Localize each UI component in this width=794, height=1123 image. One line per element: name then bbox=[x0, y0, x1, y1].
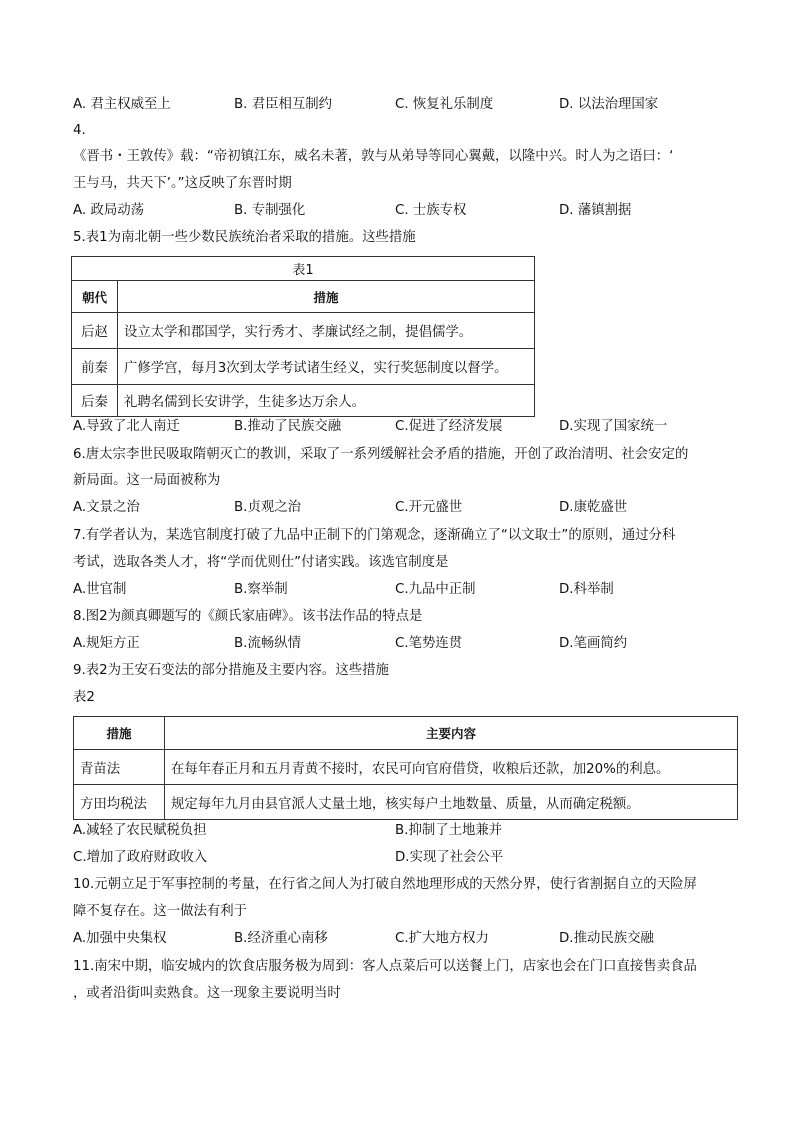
q7-option-c: C.九品中正制 bbox=[395, 582, 476, 597]
table-row bbox=[72, 349, 535, 385]
q3-options bbox=[73, 96, 733, 114]
q7-option-a: A.世官制 bbox=[73, 582, 127, 597]
q10-option-b: B.经济重心南移 bbox=[234, 931, 328, 946]
q5-option-a: A.导致了北人南迁 bbox=[73, 419, 180, 434]
q4-option-c: C. 士族专权 bbox=[395, 203, 467, 218]
q8-option-c: C.笔势连贯 bbox=[395, 636, 463, 651]
q4-number: 4. bbox=[73, 123, 86, 138]
q5-option-b: B.推动了民族交融 bbox=[234, 419, 342, 434]
q6-option-d: D.康乾盛世 bbox=[559, 500, 628, 515]
q3-option-c: C. 恢复礼乐制度 bbox=[395, 97, 494, 112]
q8-option-d: D.笔画简约 bbox=[559, 636, 628, 651]
q9-option-b: B.抑制了土地兼并 bbox=[395, 823, 503, 838]
q4-stem-line-1: 《晋书・王敦传》载：“帝初镇江东，威名未著，敦与从弟导等同心翼戴，以隆中兴。时人为之语曰：‘ bbox=[73, 149, 674, 164]
table-1-cell-dynasty: 前秦 bbox=[72, 349, 118, 385]
q3-option-a: A. 君主权威至上 bbox=[73, 97, 171, 112]
q4-options bbox=[73, 202, 733, 220]
table-row bbox=[74, 750, 738, 785]
q5-option-d: D.实现了国家统一 bbox=[559, 419, 668, 434]
q10-option-d: D.推动民族交融 bbox=[559, 931, 654, 946]
table-2-cell-measure: 方田均税法 bbox=[74, 785, 165, 820]
q7-option-d: D.科举制 bbox=[559, 582, 614, 597]
q6-stem-line-2: 新局面。这一局面被称为 bbox=[73, 473, 221, 488]
q7-stem-line-1: 7.有学者认为，某选官制度打破了九品中正制下的门第观念，逐渐确立了“以文取士”的原则，通过分科 bbox=[73, 528, 676, 543]
table-2-cell-content: 在每年春正月和五月青黄不接时，农民可向官府借贷，收粮后还款，加20%的利息。 bbox=[165, 750, 738, 785]
table-2 bbox=[73, 716, 738, 820]
q10-stem-line-2: 障不复存在。这一做法有利于 bbox=[73, 904, 248, 919]
table-2-cell-measure: 青苗法 bbox=[74, 750, 165, 785]
q7-stem-line-2: 考试，选取各类人才，将“学而优则仕”付诸实践。该选官制度是 bbox=[73, 555, 449, 570]
q8-option-a: A.规矩方正 bbox=[73, 636, 140, 651]
q5-stem: 5.表1为南北朝一些少数民族统治者采取的措施。这些措施 bbox=[73, 230, 416, 245]
table-1-cell-measure: 设立太学和郡国学，实行秀才、孝廉试经之制，提倡儒学。 bbox=[118, 313, 535, 349]
q11-stem-line-2: ，或者沿街叫卖熟食。这一现象主要说明当时 bbox=[73, 986, 341, 1001]
q4-option-a: A. 政局动荡 bbox=[73, 203, 144, 218]
q9-options-row-2 bbox=[73, 849, 733, 867]
q6-option-b: B.贞观之治 bbox=[234, 500, 302, 515]
q7-options bbox=[73, 581, 733, 599]
q8-options bbox=[73, 635, 733, 653]
table-row bbox=[72, 313, 535, 349]
table-1-header-measures: 措施 bbox=[118, 281, 535, 313]
table-1-header-dynasty: 朝代 bbox=[72, 281, 118, 313]
q10-options bbox=[73, 930, 733, 948]
q10-option-a: A.加强中央集权 bbox=[73, 931, 167, 946]
q8-stem: 8.图2为颜真卿题写的《颜氏家庙碑》。该书法作品的特点是 bbox=[73, 609, 423, 624]
table-2-header-measure: 措施 bbox=[74, 717, 165, 750]
q3-option-d: D. 以法治理国家 bbox=[559, 97, 659, 112]
q4-option-d: D. 藩镇割据 bbox=[559, 203, 632, 218]
q6-stem-line-1: 6.唐太宗李世民吸取隋朝灭亡的教训，采取了一系列缓解社会矛盾的措施，开创了政治清明、社会安定的 bbox=[73, 447, 689, 462]
q11-stem-line-1: 11.南宋中期，临安城内的饮食店服务极为周到：客人点菜后可以送餐上门，店家也会在门口直接售卖食品 bbox=[73, 959, 697, 974]
table-1-cell-dynasty: 后秦 bbox=[72, 385, 118, 417]
q5-option-c: C.促进了经济发展 bbox=[395, 419, 503, 434]
q6-options bbox=[73, 499, 733, 517]
q9-option-d: D.实现了社会公平 bbox=[395, 850, 504, 865]
q9-option-a: A.减轻了农民赋税负担 bbox=[73, 823, 207, 838]
q10-stem-line-1: 10.元朝立足于军事控制的考量，在行省之间人为打破自然地理形成的天然分界，使行省割据自立的天险屏 bbox=[73, 877, 697, 892]
table-1 bbox=[71, 256, 535, 417]
q9-options-row-1 bbox=[73, 822, 733, 840]
table-2-cell-content: 规定每年九月由县官派人丈量土地，核实每户土地数量、质量，从而确定税额。 bbox=[165, 785, 738, 820]
table-row bbox=[74, 785, 738, 820]
q7-option-b: B.察举制 bbox=[234, 582, 288, 597]
q4-option-b: B. 专制强化 bbox=[234, 203, 306, 218]
q9-option-c: C.增加了政府财政收入 bbox=[73, 850, 208, 865]
q8-option-b: B.流畅纵情 bbox=[234, 636, 302, 651]
table-1-caption: 表1 bbox=[72, 257, 535, 281]
table-1-cell-measure: 礼聘名儒到长安讲学，生徒多达万余人。 bbox=[118, 385, 535, 417]
q5-options bbox=[73, 418, 733, 436]
table-1-cell-dynasty: 后赵 bbox=[72, 313, 118, 349]
q9-stem: 9.表2为王安石变法的部分措施及主要内容。这些措施 bbox=[73, 663, 389, 678]
table-1-cell-measure: 广修学宫，每月3次到太学考试诸生经义，实行奖惩制度以督学。 bbox=[118, 349, 535, 385]
q3-option-b: B. 君臣相互制约 bbox=[234, 97, 333, 112]
q10-option-c: C.扩大地方权力 bbox=[395, 931, 489, 946]
q6-option-a: A.文景之治 bbox=[73, 500, 140, 515]
table-2-header-content: 主要内容 bbox=[165, 717, 738, 750]
q6-option-c: C.开元盛世 bbox=[395, 500, 463, 515]
table-2-caption: 表2 bbox=[73, 690, 95, 705]
q4-stem-line-2: 王与马，共天下’。”这反映了东晋时期 bbox=[73, 176, 292, 191]
table-row bbox=[72, 385, 535, 417]
